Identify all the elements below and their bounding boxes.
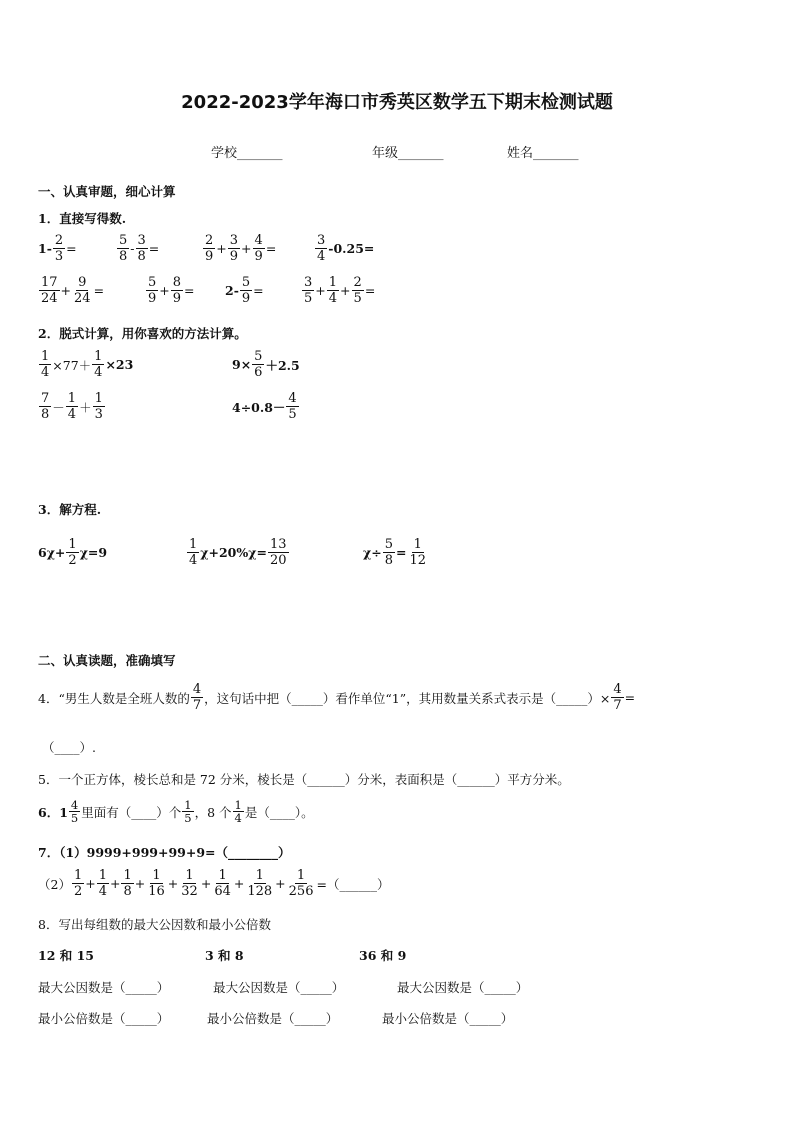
q1-expr-g: 2- $\frac{5}{9}$ = xyxy=(225,275,264,306)
fraction: $\frac{1}{4}$ xyxy=(41,349,50,380)
fraction: $\frac{4}{9}$ xyxy=(254,233,263,264)
section-1-heading: 一、认真审题，细心计算 xyxy=(38,184,176,199)
school-field[interactable]: 学校_______ xyxy=(211,146,283,161)
q5-text: 5．一个正方体，棱长总和是 72 分米，棱长是（______）分米，表面积是（______）平方分米。 xyxy=(38,772,570,787)
q8-lcm-1[interactable]: 最小公倍数是（_____） xyxy=(38,1011,170,1026)
fraction: 1 4 xyxy=(189,537,198,568)
name-field[interactable]: 姓名_______ xyxy=(507,146,579,161)
fraction: $\frac{13}{20}$ xyxy=(269,537,287,568)
fraction: $\frac{4}{7}$ xyxy=(613,682,622,713)
q7-part2: （2） 1 2 + $\frac{1}{4}$ + $\frac{1}{8}$ + $\frac{1}{16}$ + $\frac{1}{32}$ + $\frac{1}{64}$ + $\frac{1}{128}$ + $\frac{1}{256}$ =（______） xyxy=(38,868,390,899)
q7-part1: 7．（1）9999+999+99+9=（________） xyxy=(38,845,291,860)
q1-expr-f: 5 9 + $\frac{8}{9}$ = xyxy=(148,275,195,306)
fraction: 1 3 xyxy=(94,391,103,422)
q2-label: 2．脱式计算，用你喜欢的方法计算。 xyxy=(38,326,247,341)
q1-expr-b: 5 8 - $\frac{3}{8}$ = xyxy=(119,233,160,264)
q8-gcd-1[interactable]: 最大公因数是（_____） xyxy=(38,980,170,995)
q4-line1: 4．“男生人数是全班人数的 4 7 ，这句话中把（_____）看作单位“1”，其用数量关系式表示是（_____）× $\frac{4}{7}$ = xyxy=(38,682,636,713)
fraction: $\frac{5}{8}$ xyxy=(384,537,393,568)
q8-group-1: 12 和 15 xyxy=(38,948,94,963)
q3-equation-b: 1 4 χ+20%χ= $\frac{13}{20}$ xyxy=(189,537,287,568)
fraction: 3 4 xyxy=(317,233,326,264)
fraction: $\frac{1}{32}$ xyxy=(181,868,198,899)
fraction: 4 5 xyxy=(288,391,297,422)
fraction: 5 8 xyxy=(119,233,128,264)
page-title: 2022-2023学年海口市秀英区数学五下期末检测试题 xyxy=(181,92,613,113)
fraction: $\frac{1}{4}$ xyxy=(328,275,338,306)
fraction: 4 7 xyxy=(192,682,202,713)
fraction: $\frac{1}{64}$ xyxy=(214,868,231,899)
q3-equation-c: χ÷ $\frac{5}{8}$ = $\frac{1}{12}$ xyxy=(363,537,427,568)
fraction: 1 5 xyxy=(184,798,192,825)
q8-lcm-2[interactable]: 最小公倍数是（_____） xyxy=(207,1011,339,1026)
fraction: $\frac{1}{2}$ xyxy=(68,537,77,568)
grade-field[interactable]: 年级_______ xyxy=(372,146,444,161)
q3-equation-a: 6χ+ $\frac{1}{2}$ χ=9 xyxy=(38,537,108,568)
q8-label: 8．写出每组数的最大公因数和最小公倍数 xyxy=(38,917,271,932)
q1-expr-d: 3 4 -0.25= xyxy=(317,233,375,264)
q2-expr-c: 7 8 － 1 4 ＋ 1 3 xyxy=(41,391,103,422)
fraction: 5 9 xyxy=(148,275,157,306)
q8-group-2: 3 和 8 xyxy=(205,948,244,963)
q1-label: 1．直接写得数. xyxy=(38,211,127,226)
fraction: $\frac{2}{5}$ xyxy=(353,275,362,306)
fraction: 1 4 xyxy=(234,798,242,825)
fraction: $\frac{3}{9}$ xyxy=(229,233,239,264)
fraction: $\frac{1}{16}$ xyxy=(148,868,165,899)
q4-line2[interactable]: （____）. xyxy=(42,740,96,755)
q2-expr-d: 4÷0.8－ 4 5 xyxy=(232,391,297,422)
q8-lcm-3[interactable]: 最小公倍数是（_____） xyxy=(382,1011,514,1026)
fraction: 17 24 xyxy=(41,275,58,306)
fraction: 2 9 xyxy=(205,233,214,264)
fraction: $\frac{9}{24}$ xyxy=(74,275,91,306)
q8-group-3: 36 和 9 xyxy=(359,948,407,963)
q8-gcd-3[interactable]: 最大公因数是（_____） xyxy=(397,980,529,995)
q1-expr-e: 17 24 + $\frac{9}{24}$ = xyxy=(41,275,105,306)
q8-gcd-2[interactable]: 最大公因数是（_____） xyxy=(213,980,345,995)
fraction: 3 5 xyxy=(304,275,313,306)
fraction: $\frac{5}{9}$ xyxy=(241,275,251,306)
fraction: $\frac{1}{4}$ xyxy=(94,349,103,380)
fraction: $\frac{1}{8}$ xyxy=(123,868,132,899)
q1-expr-h: 3 5 + $\frac{1}{4}$ + $\frac{2}{5}$ = xyxy=(304,275,376,306)
q1-expr-a: 1- $\frac{2}{3}$ = xyxy=(38,233,77,264)
fraction: $\frac{2}{3}$ xyxy=(54,233,64,264)
fraction: $\frac{5}{6}$ xyxy=(254,349,263,380)
q2-expr-b: 9× $\frac{5}{6}$ ＋2.5 xyxy=(232,349,300,380)
q1-expr-c: 2 9 + $\frac{3}{9}$ + $\frac{4}{9}$ = xyxy=(205,233,277,264)
q2-expr-a: $\frac{1}{4}$ ×77＋ $\frac{1}{4}$ ×23 xyxy=(41,349,134,380)
q3-label: 3．解方程. xyxy=(38,502,102,517)
fraction: $\frac{1}{128}$ xyxy=(247,868,273,899)
fraction: $\frac{1}{12}$ xyxy=(409,537,427,568)
fraction: $\frac{8}{9}$ xyxy=(172,275,182,306)
fraction: $\frac{3}{8}$ xyxy=(137,233,146,264)
q6-text: 6．1 4 5 里面有（____）个 1 5 ，8 个 1 4 是（____）。 xyxy=(38,798,314,825)
fraction: 1 4 xyxy=(67,391,77,422)
fraction: $\frac{1}{256}$ xyxy=(288,868,314,899)
fraction: 7 8 xyxy=(41,391,50,422)
fraction: $\frac{1}{4}$ xyxy=(98,868,107,899)
fraction: 4 5 xyxy=(70,798,79,825)
fraction: 1 2 xyxy=(73,868,83,899)
section-2-heading: 二、认真读题，准确填写 xyxy=(38,653,176,668)
